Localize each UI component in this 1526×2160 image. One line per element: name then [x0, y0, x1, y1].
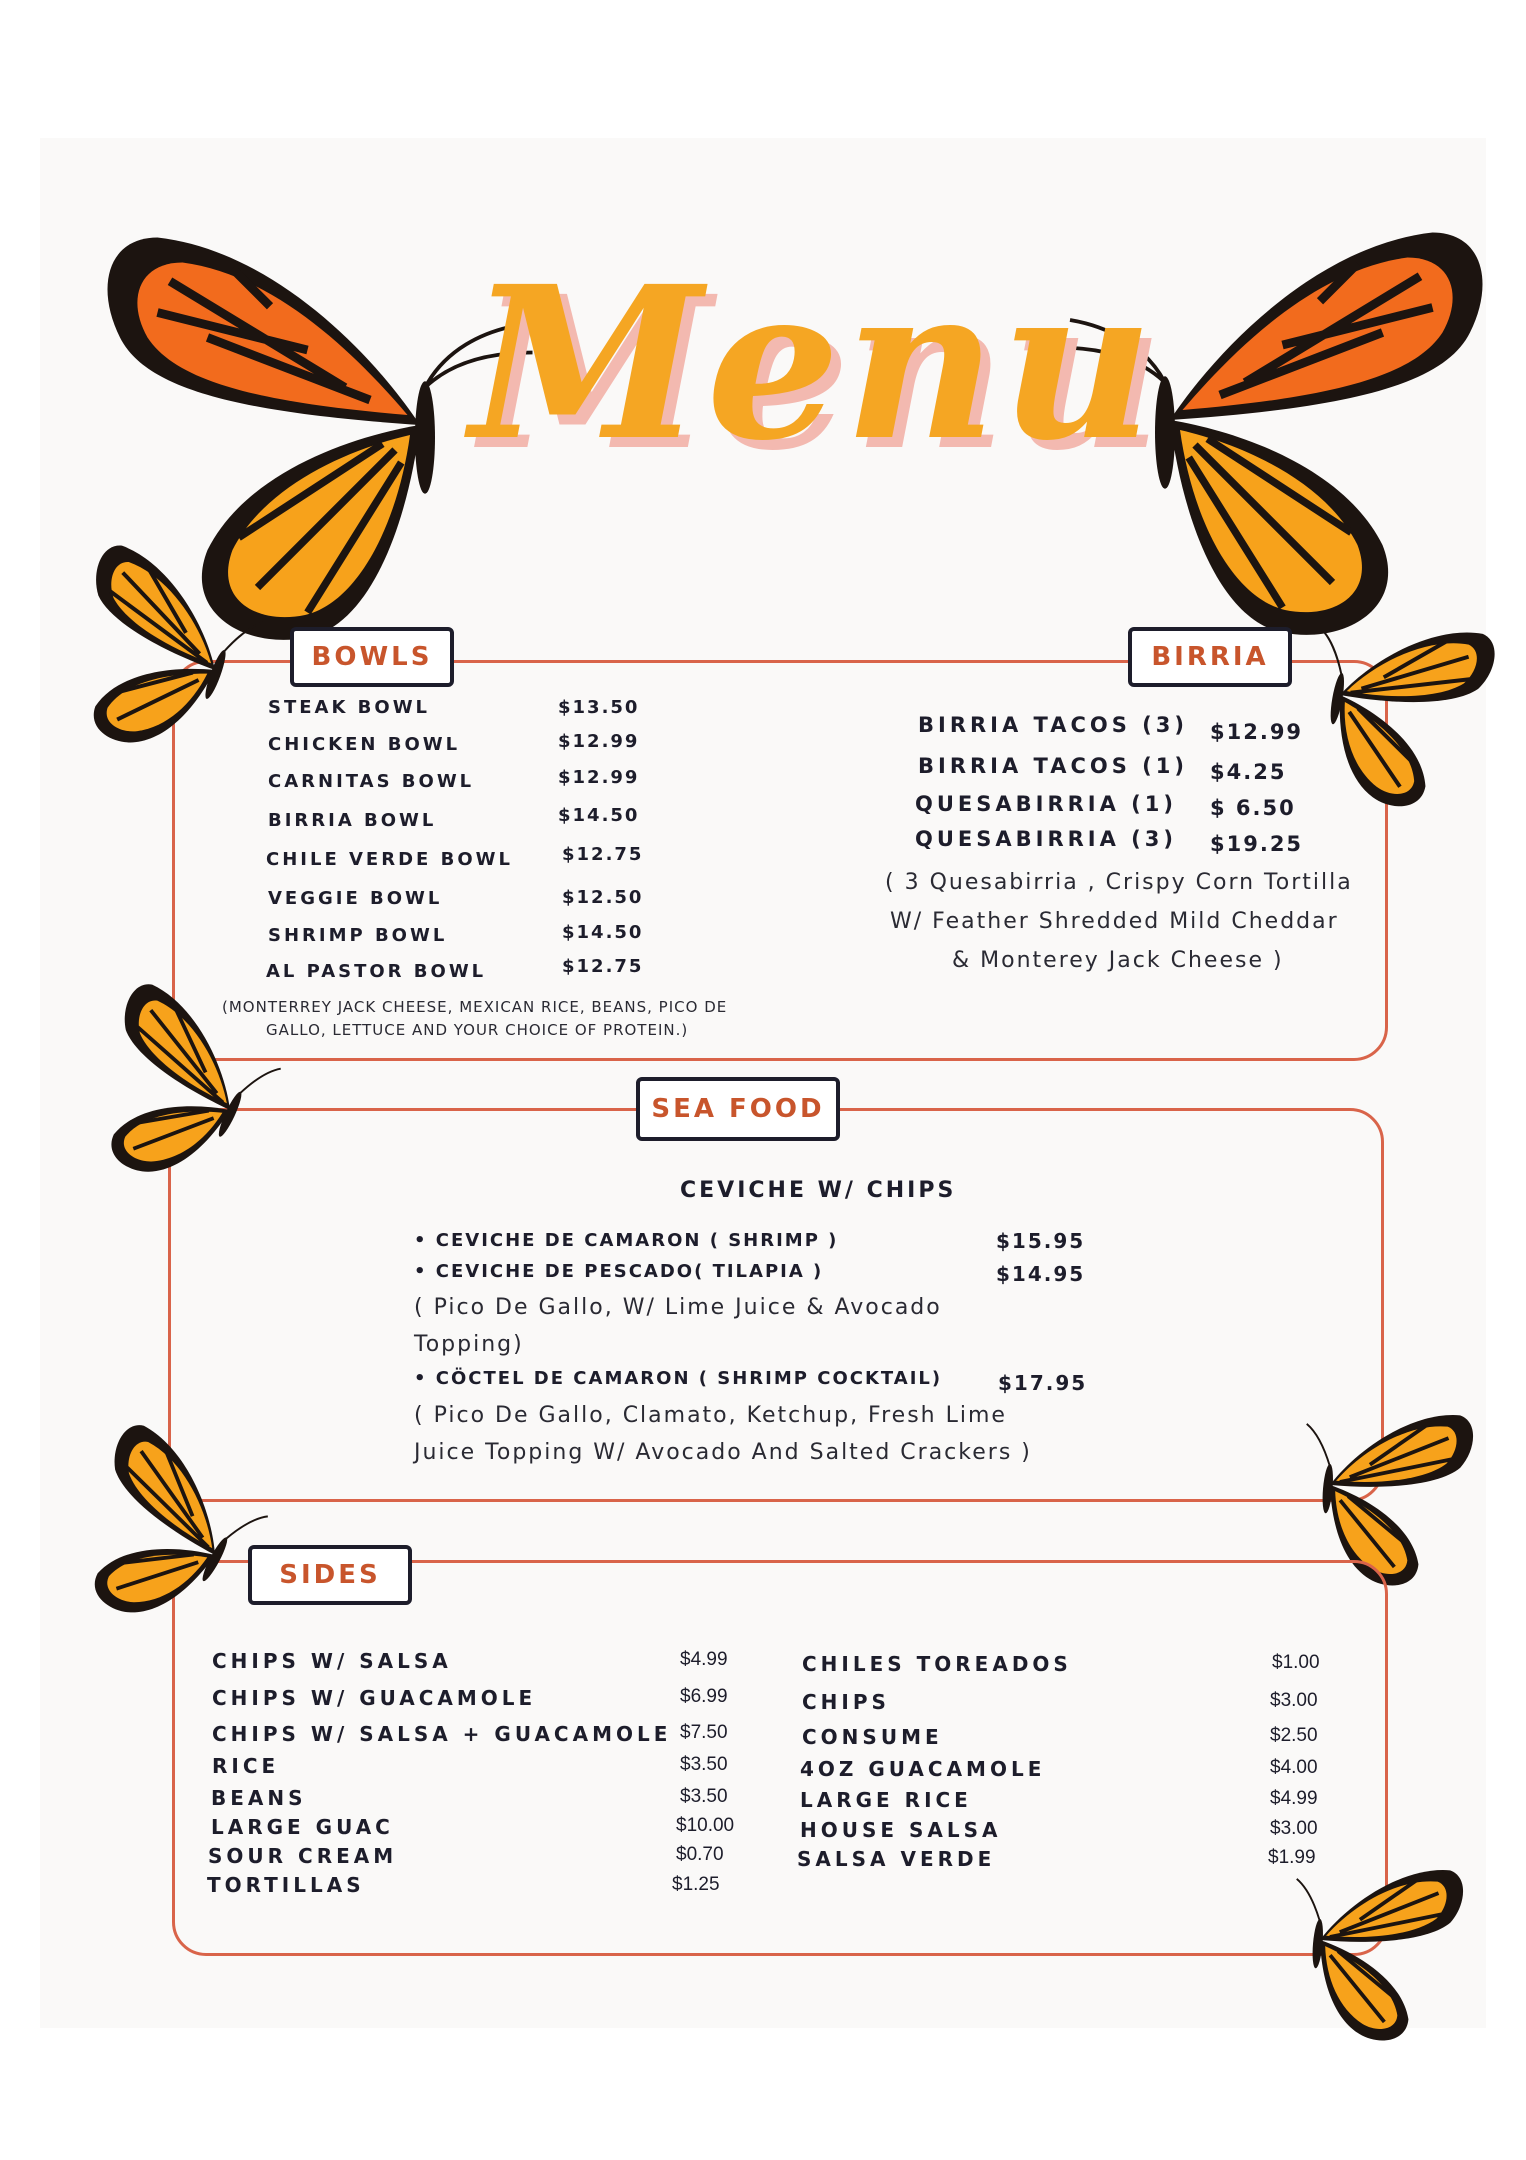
seafood-item-name: • CÖCTEL DE CAMARON ( SHRIMP COCKTAIL) — [414, 1368, 943, 1389]
bowl-item-name: CHICKEN BOWL — [268, 734, 461, 755]
butterfly-icon — [90, 255, 450, 565]
side-item-price: $3.50 — [680, 1754, 728, 1775]
sides-tag: SIDES — [248, 1545, 412, 1605]
seafood-description: Topping) — [414, 1332, 524, 1357]
bowl-item-name: STEAK BOWL — [268, 697, 431, 718]
bowl-item-price: $12.99 — [558, 731, 640, 752]
side-item-price: $1.99 — [1268, 1847, 1316, 1868]
side-item-price: $4.99 — [680, 1649, 728, 1670]
butterfly-icon — [1140, 250, 1500, 560]
seafood-item-name: • CEVICHE DE PESCADO( TILAPIA ) — [414, 1261, 824, 1282]
birria-item-price: $ 6.50 — [1210, 796, 1296, 820]
side-item-price: $4.99 — [1270, 1788, 1318, 1809]
butterfly-icon — [1300, 1385, 1500, 1555]
seafood-item-price: $17.95 — [998, 1371, 1088, 1395]
bowl-item-name: AL PASTOR BOWL — [266, 961, 487, 982]
side-item-name: TORTILLAS — [207, 1873, 365, 1897]
side-item-name: LARGE GUAC — [211, 1815, 394, 1839]
side-item-name: CONSUME — [802, 1725, 943, 1749]
bowl-item-name: SHRIMP BOWL — [268, 925, 448, 946]
side-item-price: $6.99 — [680, 1686, 728, 1707]
seafood-item-price: $14.95 — [996, 1262, 1086, 1286]
side-item-name: CHIPS W/ SALSA — [212, 1649, 452, 1673]
butterfly-icon — [70, 1060, 270, 1240]
bowl-item-price: $12.50 — [562, 887, 644, 908]
side-item-name: HOUSE SALSA — [800, 1818, 1002, 1842]
bowl-item-name: VEGGIE BOWL — [268, 888, 443, 909]
side-item-name: CHIPS — [802, 1690, 890, 1714]
seafood-description: Juice Topping W/ Avocado And Salted Crackers ) — [414, 1440, 1032, 1465]
side-item-name: CHIPS W/ SALSA + GUACAMOLE — [212, 1722, 672, 1746]
side-item-name: CHIPS W/ GUACAMOLE — [212, 1686, 537, 1710]
side-item-price: $10.00 — [676, 1815, 735, 1836]
side-item-price: $3.00 — [1270, 1818, 1318, 1839]
butterfly-icon — [45, 610, 245, 790]
bowls-tag: BOWLS — [290, 627, 454, 687]
page-title: Menu — [470, 240, 1158, 487]
side-item-name: BEANS — [211, 1786, 307, 1810]
seafood-item-name: • CEVICHE DE CAMARON ( SHRIMP ) — [414, 1230, 839, 1251]
birria-description: & Monterey Jack Cheese ) — [952, 948, 1284, 973]
side-item-name: SOUR CREAM — [208, 1844, 398, 1868]
side-item-name: CHILES TOREADOS — [802, 1652, 1072, 1676]
bowls-note: (MONTERREY JACK CHEESE, MEXICAN RICE, BEANS, PICO DE — [222, 998, 728, 1016]
bowl-item-name: CHILE VERDE BOWL — [266, 849, 513, 870]
seafood-subtitle: CEVICHE W/ CHIPS — [680, 1178, 957, 1203]
seafood-tag: SEA FOOD — [636, 1077, 840, 1141]
side-item-price: $4.00 — [1270, 1757, 1318, 1778]
birria-item-name: QUESABIRRIA (3) — [915, 827, 1177, 851]
birria-item-price: $12.99 — [1210, 720, 1304, 744]
birria-item-name: QUESABIRRIA (1) — [915, 792, 1177, 816]
side-item-name: LARGE RICE — [800, 1788, 972, 1812]
seafood-description: ( Pico De Gallo, Clamato, Ketchup, Fresh Lime — [414, 1403, 1007, 1428]
side-item-price: $1.00 — [1272, 1652, 1320, 1673]
bowl-item-price: $12.75 — [562, 844, 644, 865]
side-item-price: $3.00 — [1270, 1690, 1318, 1711]
side-item-price: $0.70 — [676, 1844, 724, 1865]
birria-item-name: BIRRIA TACOS (3) — [918, 713, 1188, 737]
birria-description: ( 3 Quesabirria , Crispy Corn Tortilla — [885, 870, 1353, 895]
bowl-item-price: $13.50 — [558, 697, 640, 718]
birria-item-price: $4.25 — [1210, 760, 1287, 784]
side-item-name: RICE — [212, 1754, 280, 1778]
side-item-price: $1.25 — [672, 1874, 720, 1895]
bowl-item-price: $14.50 — [558, 805, 640, 826]
birria-item-price: $19.25 — [1210, 832, 1304, 856]
side-item-name: SALSA VERDE — [797, 1847, 996, 1871]
bowl-item-price: $12.75 — [562, 956, 644, 977]
side-item-price: $3.50 — [680, 1786, 728, 1807]
bowl-item-name: CARNITAS BOWL — [268, 771, 475, 792]
bowl-item-price: $14.50 — [562, 922, 644, 943]
bowl-item-price: $12.99 — [558, 767, 640, 788]
butterfly-icon — [1310, 595, 1510, 775]
side-item-price: $2.50 — [1270, 1725, 1318, 1746]
bowls-note: GALLO, LETTUCE AND YOUR CHOICE OF PROTEIN.) — [266, 1021, 689, 1039]
seafood-description: ( Pico De Gallo, W/ Lime Juice & Avocado — [414, 1295, 942, 1320]
butterfly-icon — [1290, 1840, 1490, 2010]
birria-tag: BIRRIA — [1128, 627, 1292, 687]
seafood-item-price: $15.95 — [996, 1229, 1086, 1253]
bowl-item-name: BIRRIA BOWL — [268, 810, 437, 831]
side-item-price: $7.50 — [680, 1722, 728, 1743]
birria-item-name: BIRRIA TACOS (1) — [918, 754, 1188, 778]
birria-description: W/ Feather Shredded Mild Cheddar — [890, 909, 1339, 934]
side-item-name: 4OZ GUACAMOLE — [800, 1757, 1046, 1781]
